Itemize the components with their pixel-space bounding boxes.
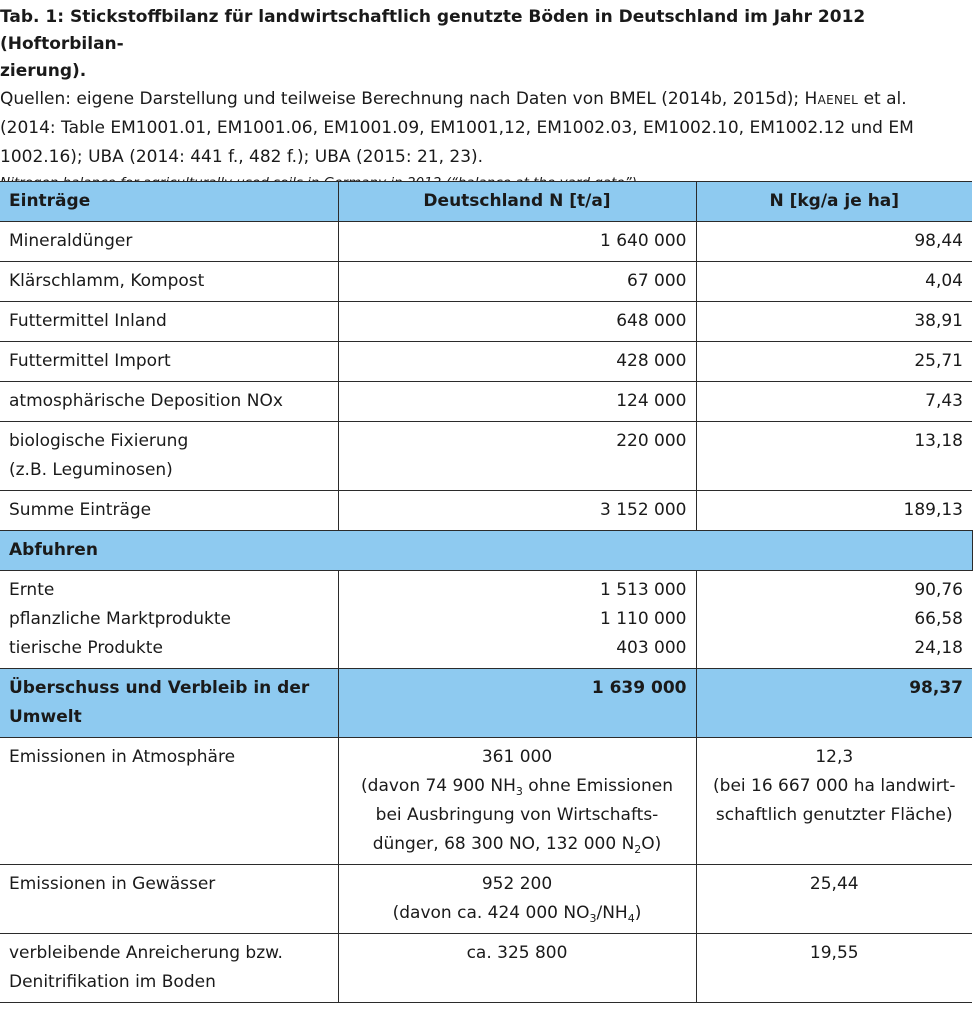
note-text: O)	[641, 834, 662, 854]
label-line-2: Denitrifikation im Boden	[9, 972, 216, 992]
row-t-value: 3 152 000	[338, 491, 696, 531]
row-label	[0, 669, 338, 738]
header-deutschland: Deutschland N [t/a]	[338, 182, 696, 222]
note-text: )	[634, 903, 642, 923]
sources-text: Quellen: eigene Darstellung und teilweise Berechnung nach Daten von BMEL (2014b, 2015d);	[0, 89, 805, 109]
table-row-surplus	[0, 669, 972, 738]
row-kg-value: 19,55	[696, 934, 972, 1003]
sources-line-2: (2014: Table EM1001.01, EM1001.06, EM1001.09, EM1001,12, EM1002.03, EM1002.10, EM1002.12 und EM	[0, 118, 914, 138]
value-kg: 24,18	[914, 638, 963, 658]
value-kg: 90,76	[914, 580, 963, 600]
value-note-line	[348, 830, 687, 859]
row-kg-value: 13,18	[696, 422, 972, 491]
row-kg-value: 38,91	[696, 302, 972, 342]
row-label: Klärschlamm, Kompost	[0, 262, 338, 302]
row-t-value: 1 639 000	[338, 669, 696, 738]
table-header-row	[0, 182, 972, 222]
label-ernte: Ernte	[9, 580, 55, 600]
subscript: 2	[634, 843, 642, 856]
header-kg-per-ha: N [kg/a je ha]	[696, 182, 972, 222]
note-text: /NH	[596, 903, 628, 923]
note-text: ohne Emissionen	[522, 776, 673, 796]
value-note-line: bei Ausbringung von Wirtschafts-	[375, 805, 659, 825]
row-label: Futtermittel Import	[0, 342, 338, 382]
subscript: 3	[515, 785, 523, 798]
row-t-value: 428 000	[338, 342, 696, 382]
row-label	[0, 571, 338, 669]
row-t-value: ca. 325 800	[338, 934, 696, 1003]
row-label	[0, 422, 338, 491]
label-line-2: Umwelt	[9, 707, 82, 727]
value-t: 952 200	[481, 874, 553, 894]
value-t: 403 000	[616, 638, 687, 658]
title-line-1: Tab. 1: Stickstoffbilanz für landwirtschaftlich genutzte Böden in Deutschland im Jahr 2012 (Hoftorbilan-	[0, 7, 866, 54]
header-eintraege: Einträge	[0, 182, 338, 222]
label-tierische: tierische Produkte	[9, 638, 163, 658]
table-row	[0, 222, 972, 262]
note-text: dünger, 68 300 NO, 132 000 N	[372, 834, 635, 854]
row-kg-value: 189,13	[696, 491, 972, 531]
row-label	[0, 934, 338, 1003]
table-row-atmosphere	[0, 738, 972, 865]
row-t-value	[338, 865, 696, 934]
note-text: (davon ca. 424 000 NO	[392, 903, 590, 923]
table-row	[0, 262, 972, 302]
row-kg-value: 98,44	[696, 222, 972, 262]
nitrogen-balance-table	[0, 181, 973, 1003]
table-row	[0, 382, 972, 422]
label-line-1: Überschuss und Verbleib in der	[9, 678, 310, 698]
value-note-line	[348, 772, 687, 801]
table-row-abfuhren	[0, 571, 972, 669]
table-row	[0, 302, 972, 342]
table-row-water	[0, 865, 972, 934]
row-kg-value: 25,71	[696, 342, 972, 382]
row-t-value	[338, 571, 696, 669]
value-note-line: (bei 16 667 000 ha landwirt-	[713, 776, 956, 796]
value-t: 1 110 000	[599, 609, 687, 629]
row-t-value	[338, 738, 696, 865]
sources-line-3: 1002.16); UBA (2014: 441 f., 482 f.); UBA (2015: 21, 23).	[0, 147, 484, 167]
row-t-value: 220 000	[338, 422, 696, 491]
row-kg-value: 4,04	[696, 262, 972, 302]
table-row-bio	[0, 422, 972, 491]
value-note-line	[348, 899, 687, 928]
row-kg-value	[696, 571, 972, 669]
section-row-abfuhren	[0, 531, 972, 571]
row-label: Futtermittel Inland	[0, 302, 338, 342]
table-caption	[0, 4, 972, 194]
value-t: 1 513 000	[599, 580, 687, 600]
note-text: (davon 74 900 NH	[361, 776, 516, 796]
row-kg-value	[696, 738, 972, 865]
row-t-value: 124 000	[338, 382, 696, 422]
row-label: Emissionen in Atmosphäre	[0, 738, 338, 865]
sources-etal: et al.	[858, 89, 907, 109]
table-row	[0, 342, 972, 382]
subscript: 3	[589, 912, 597, 925]
table-title	[0, 4, 972, 85]
value-kg: 12,3	[815, 747, 854, 767]
row-t-value: 67 000	[338, 262, 696, 302]
sources-author: Haenel	[804, 89, 859, 109]
table-row-sum	[0, 491, 972, 531]
table-sources	[0, 85, 972, 172]
row-t-value: 648 000	[338, 302, 696, 342]
subscript: 4	[627, 912, 635, 925]
value-note-line: schaftlich genutzter Fläche)	[715, 805, 953, 825]
label-line-2: (z.B. Leguminosen)	[9, 460, 173, 480]
row-t-value: 1 640 000	[338, 222, 696, 262]
section-label: Abfuhren	[0, 531, 972, 571]
row-kg-value: 98,37	[696, 669, 972, 738]
label-pflanzliche: pflanzliche Marktprodukte	[9, 609, 231, 629]
value-kg: 66,58	[914, 609, 963, 629]
row-label: Emissionen in Gewässer	[0, 865, 338, 934]
value-t: 361 000	[481, 747, 553, 767]
row-kg-value: 25,44	[696, 865, 972, 934]
row-label: atmosphärische Deposition NOx	[0, 382, 338, 422]
table-row-remaining	[0, 934, 972, 1003]
label-line-1: verbleibende Anreicherung bzw.	[9, 943, 283, 963]
title-line-2: zierung).	[0, 61, 87, 81]
row-label: Summe Einträge	[0, 491, 338, 531]
label-line-1: biologische Fixierung	[9, 431, 189, 451]
row-kg-value: 7,43	[696, 382, 972, 422]
row-label: Mineraldünger	[0, 222, 338, 262]
